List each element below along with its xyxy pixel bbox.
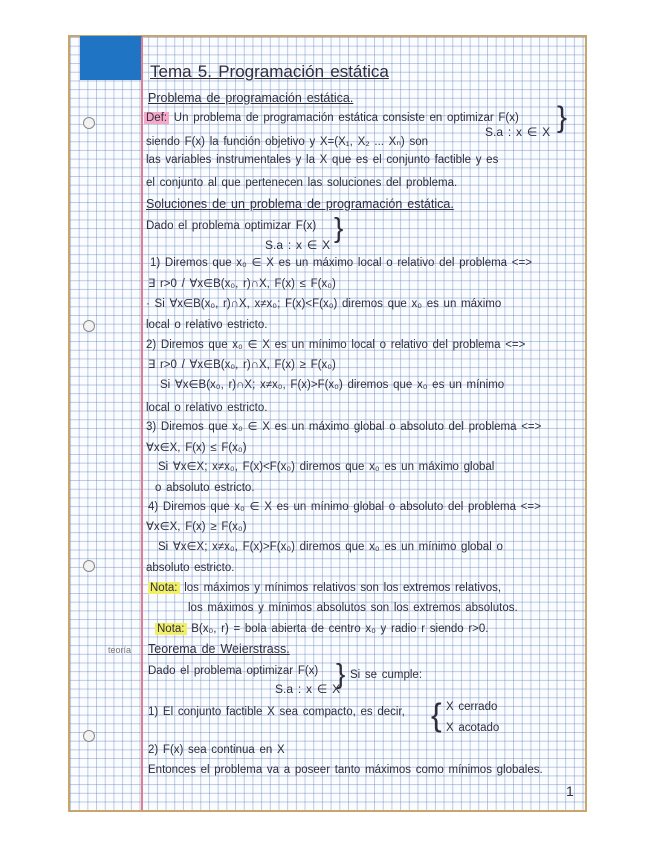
- note-2-line-1: [155, 622, 489, 637]
- item-1-line-1: 1) Diremos que x₀ ∈ X es un máximo local o relativo del problema <=>: [150, 257, 532, 269]
- note-1-line-2: los máximos y mínimos absolutos son los extremos absolutos.: [188, 602, 518, 614]
- solutions-constraint: S.a : x ∈ X: [265, 238, 331, 252]
- theorem-problem: Dado el problema optimizar F(x): [148, 665, 319, 677]
- definition-line-1: [144, 111, 519, 126]
- definition-constraint: S.a : x ∈ X: [485, 125, 551, 139]
- blue-corner-tab: [80, 36, 142, 80]
- punch-hole: [83, 320, 95, 332]
- note-label: Nota:: [157, 623, 185, 635]
- solutions-problem: Dado el problema optimizar F(x): [146, 220, 317, 232]
- item-3-line-3: Si ∀x∈X; x≠x₀, F(x)<F(x₀) diremos que x₀ es un máximo global: [158, 461, 495, 473]
- punch-hole: [83, 560, 95, 572]
- item-3-line-1: 3) Diremos que x₀ ∈ X es un máximo global o absoluto del problema <=>: [146, 421, 542, 433]
- definition-text: Un problema de programación estática consiste en optimizar F(x): [173, 112, 519, 124]
- item-1-line-4: local o relativo estricto.: [146, 319, 268, 331]
- theorem-heading: Teorema de Weierstrass.: [148, 642, 290, 656]
- item-1-line-2: ∃ r>0 / ∀x∈B(x₀, r)∩X, F(x) ≤ F(x₀): [148, 278, 336, 290]
- item-4-line-3: Si ∀x∈X; x≠x₀, F(x)>F(x₀) diremos que x₀ es un mínimo global o: [158, 541, 503, 553]
- condition-brace: {: [431, 697, 442, 733]
- solutions-heading: Soluciones de un problema de programación estática.: [146, 197, 454, 211]
- definition-heading: Problema de programación estática.: [148, 91, 354, 105]
- item-3-line-4: o absoluto estricto.: [155, 482, 255, 494]
- theorem-brace: }: [336, 658, 346, 689]
- definition-line-3: las variables instrumentales y la X que es el conjunto factible y es: [146, 154, 499, 166]
- theorem-condition-1: 1) El conjunto factible X sea compacto, es decir,: [148, 706, 405, 718]
- page-number: 1: [566, 783, 574, 799]
- page-title: Tema 5. Programación estática: [150, 62, 389, 81]
- condition-bounded: X acotado: [446, 722, 500, 734]
- item-2-line-2: ∃ r>0 / ∀x∈B(x₀, r)∩X, F(x) ≥ F(x₀): [148, 359, 336, 371]
- note-text: B(x₀, r) = bola abierta de centro x₀ y radio r siendo r>0.: [191, 623, 489, 635]
- item-2-line-1: 2) Diremos que x₀ ∈ X es un mínimo local o relativo del problema <=>: [146, 339, 526, 351]
- theorem-condition-intro: Si se cumple:: [350, 669, 423, 681]
- definition-line-4: el conjunto al que pertenecen las soluciones del problema.: [146, 177, 458, 189]
- punch-hole: [83, 730, 95, 742]
- margin-tag: teoría: [108, 645, 132, 655]
- item-2-line-4: local o relativo estricto.: [146, 402, 268, 414]
- theorem-condition-2: 2) F(x) sea continua en X: [148, 744, 285, 756]
- item-1-line-3: · Si ∀x∈B(x₀, r)∩X, x≠x₀; F(x)<F(x₀) diremos que x₀ es un máximo: [146, 298, 502, 310]
- condition-closed: X cerrado: [446, 701, 498, 713]
- theorem-conclusion: Entonces el problema va a poseer tanto máximos como mínimos globales.: [148, 764, 543, 776]
- note-1-line-1: [148, 581, 501, 596]
- item-3-line-2: ∀x∈X, F(x) ≤ F(x₀): [146, 442, 247, 454]
- theorem-constraint: S.a : x ∈ X: [275, 682, 341, 696]
- item-4-line-2: ∀x∈X, F(x) ≥ F(x₀): [146, 521, 247, 533]
- item-4-line-1: 4) Diremos que x₀ ∈ X es un mínimo global o absoluto del problema <=>: [148, 501, 541, 513]
- definition-brace: }: [557, 101, 568, 134]
- note-text: los máximos y mínimos relativos son los extremos relativos,: [184, 582, 502, 594]
- punch-hole: [83, 117, 95, 129]
- item-2-line-3: Si ∀x∈B(x₀, r)∩X; x≠x₀, F(x)>F(x₀) diremos que x₀ es un mínimo: [160, 379, 505, 391]
- definition-line-2: siendo F(x) la función objetivo y X=(X₁, X₂ ... Xₙ) son: [146, 136, 428, 148]
- item-4-line-4: absoluto estricto.: [146, 562, 235, 574]
- margin-line: [141, 37, 143, 810]
- solutions-brace: }: [334, 212, 344, 243]
- definition-label: Def:: [146, 112, 168, 124]
- note-label: Nota:: [150, 582, 178, 594]
